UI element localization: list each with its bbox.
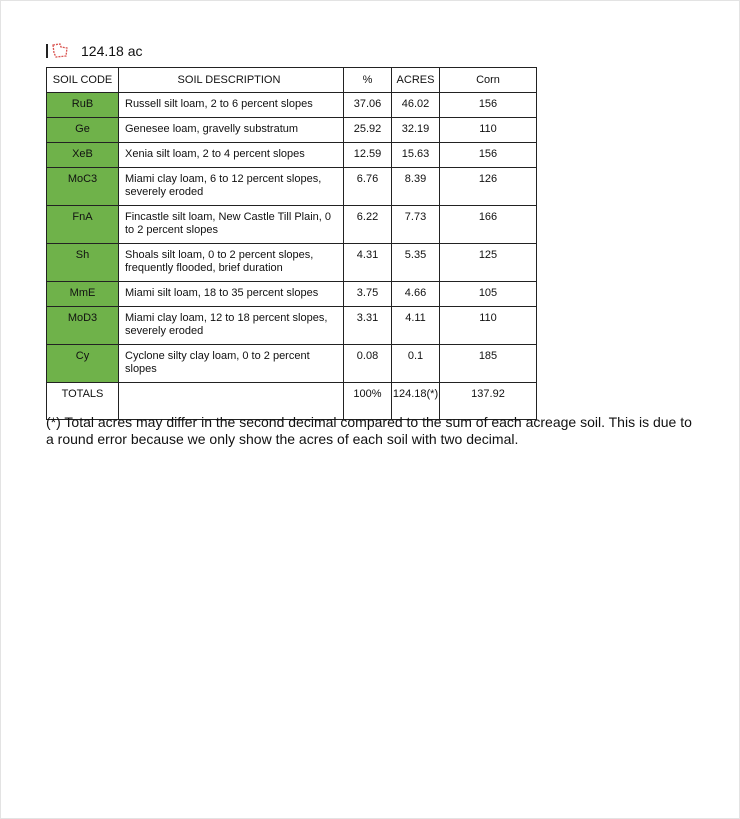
- acres-cell: 5.35: [392, 244, 440, 282]
- percent-cell: 0.08: [344, 345, 392, 383]
- acres-cell: 46.02: [392, 93, 440, 118]
- acres-cell: 7.73: [392, 206, 440, 244]
- percent-cell: 6.22: [344, 206, 392, 244]
- soil-code-cell: FnA: [47, 206, 119, 244]
- percent-cell: 6.76: [344, 168, 392, 206]
- acres-cell: 8.39: [392, 168, 440, 206]
- column-header-corn: Corn: [440, 68, 537, 93]
- soil-description-cell: Genesee loam, gravelly substratum: [119, 118, 344, 143]
- soil-description-cell: Xenia silt loam, 2 to 4 percent slopes: [119, 143, 344, 168]
- soil-description-cell: Cyclone silty clay loam, 0 to 2 percent slopes: [119, 345, 344, 383]
- table-row: [47, 168, 537, 206]
- soil-code-cell: MoD3: [47, 307, 119, 345]
- soil-code-cell: Cy: [47, 345, 119, 383]
- acres-cell: 15.63: [392, 143, 440, 168]
- soil-table: [46, 67, 537, 420]
- corn-cell: 156: [440, 143, 537, 168]
- table-row: [47, 206, 537, 244]
- percent-cell: 3.75: [344, 282, 392, 307]
- corn-cell: 125: [440, 244, 537, 282]
- column-header-percent: %: [344, 68, 392, 93]
- percent-cell: 3.31: [344, 307, 392, 345]
- table-row: [47, 143, 537, 168]
- totals-corn-cell: 137.92: [440, 383, 537, 420]
- corn-cell: 185: [440, 345, 537, 383]
- acres-cell: 4.11: [392, 307, 440, 345]
- soil-description-cell: Russell silt loam, 2 to 6 percent slopes: [119, 93, 344, 118]
- totals-acres-cell: 124.18(*): [392, 383, 440, 420]
- soil-description-cell: Miami silt loam, 18 to 35 percent slopes: [119, 282, 344, 307]
- field-boundary-icon: [51, 43, 69, 59]
- rounding-footnote: (*) Total acres may differ in the second decimal compared to the sum of each acreage soil. This is due to a round error because we only show the acres of each soil with two decimal.: [46, 414, 692, 447]
- soil-code-cell: MoC3: [47, 168, 119, 206]
- percent-cell: 37.06: [344, 93, 392, 118]
- table-row: [47, 244, 537, 282]
- table-row: [47, 307, 537, 345]
- table-row: [47, 282, 537, 307]
- table-header-row: [47, 68, 537, 93]
- totals-percent-cell: 100%: [344, 383, 392, 420]
- corn-cell: 156: [440, 93, 537, 118]
- soil-description-cell: Miami clay loam, 6 to 12 percent slopes, severely eroded: [119, 168, 344, 206]
- corn-cell: 126: [440, 168, 537, 206]
- corn-cell: 166: [440, 206, 537, 244]
- percent-cell: 4.31: [344, 244, 392, 282]
- corn-cell: 110: [440, 118, 537, 143]
- column-header-soil-code: SOIL CODE: [47, 68, 119, 93]
- totals-label: TOTALS: [47, 383, 119, 420]
- corn-cell: 110: [440, 307, 537, 345]
- soil-code-cell: XeB: [47, 143, 119, 168]
- soil-code-cell: RuB: [47, 93, 119, 118]
- soil-description-cell: Shoals silt loam, 0 to 2 percent slopes, frequently flooded, brief duration: [119, 244, 344, 282]
- acres-cell: 4.66: [392, 282, 440, 307]
- acres-cell: 0.1: [392, 345, 440, 383]
- soil-code-cell: MmE: [47, 282, 119, 307]
- corn-cell: 105: [440, 282, 537, 307]
- soil-code-cell: Sh: [47, 244, 119, 282]
- total-area-label: 124.18 ac: [81, 43, 143, 59]
- table-row: [47, 93, 537, 118]
- percent-cell: 12.59: [344, 143, 392, 168]
- column-header-acres: ACRES: [392, 68, 440, 93]
- soil-description-cell: Miami clay loam, 12 to 18 percent slopes, severely eroded: [119, 307, 344, 345]
- table-row: [47, 345, 537, 383]
- table-row: [47, 118, 537, 143]
- acres-cell: 32.19: [392, 118, 440, 143]
- soil-description-cell: Fincastle silt loam, New Castle Till Plain, 0 to 2 percent slopes: [119, 206, 344, 244]
- soil-code-cell: Ge: [47, 118, 119, 143]
- field-header: [46, 41, 143, 61]
- percent-cell: 25.92: [344, 118, 392, 143]
- header-divider: [46, 44, 48, 58]
- column-header-soil-description: SOIL DESCRIPTION: [119, 68, 344, 93]
